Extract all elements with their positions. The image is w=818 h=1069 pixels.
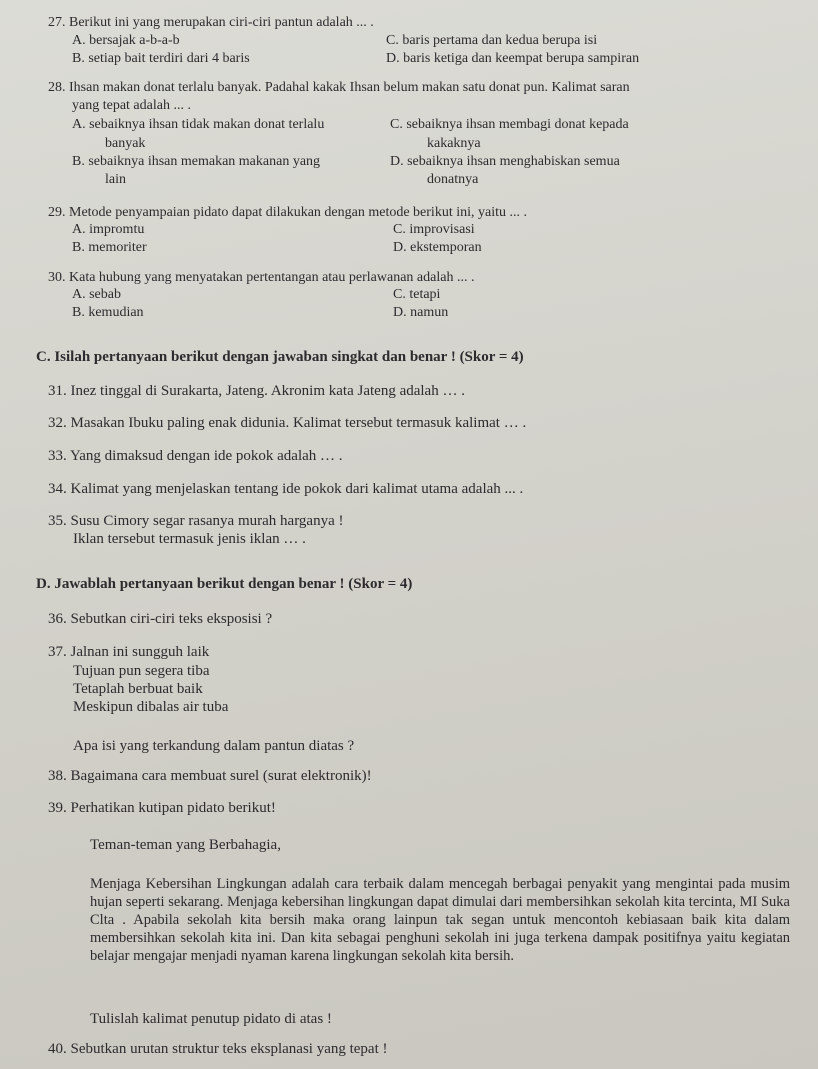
question-29-option-d: D. ekstemporan xyxy=(393,240,482,255)
question-30-option-a: A. sebab xyxy=(72,287,121,302)
question-29-option-a: A. impromtu xyxy=(72,222,145,237)
question-36: 36. Sebutkan ciri-ciri teks eksposisi ? xyxy=(48,611,273,627)
question-39-task: Tulislah kalimat penutup pidato di atas ! xyxy=(90,1011,332,1027)
question-37-pantun-line1: 37. Jalnan ini sungguh laik xyxy=(48,644,210,660)
question-27-stem: 27. Berikut ini yang merupakan ciri-ciri pantun adalah ... . xyxy=(48,15,374,30)
question-28-option-c: C. sebaiknya ihsan membagi donat kepada xyxy=(390,117,629,132)
question-32: 32. Masakan Ibuku paling enak didunia. Kalimat tersebut termasuk kalimat … . xyxy=(48,415,527,431)
question-27-option-c: C. baris pertama dan kedua berupa isi xyxy=(386,33,598,48)
question-28-option-a-cont: banyak xyxy=(105,136,146,151)
question-31: 31. Inez tinggal di Surakarta, Jateng. Akronim kata Jateng adalah … . xyxy=(48,383,465,399)
section-d-heading: D. Jawablah pertanyaan berikut dengan benar ! (Skor = 4) xyxy=(36,576,413,592)
question-39-stem: 39. Perhatikan kutipan pidato berikut! xyxy=(48,800,276,816)
question-28-option-c-cont: kakaknya xyxy=(427,136,481,151)
question-28-stem-line2: yang tepat adalah ... . xyxy=(72,98,191,113)
question-37-pantun-line2: Tujuan pun segera tiba xyxy=(73,663,210,679)
question-27-option-a: A. bersajak a-b-a-b xyxy=(72,33,180,48)
question-28-option-d: D. sebaiknya ihsan menghabiskan semua xyxy=(390,154,620,169)
question-37-prompt: Apa isi yang terkandung dalam pantun diatas ? xyxy=(73,738,355,754)
question-30-option-c: C. tetapi xyxy=(393,287,441,302)
question-35-line1: 35. Susu Cimory segar rasanya murah harganya ! xyxy=(48,513,344,529)
question-30-stem: 30. Kata hubung yang menyatakan pertentangan atau perlawanan adalah ... . xyxy=(48,270,475,285)
question-37-pantun-line4: Meskipun dibalas air tuba xyxy=(73,699,229,715)
question-27-option-b: B. setiap bait terdiri dari 4 baris xyxy=(72,51,250,66)
question-30-option-d: D. namun xyxy=(393,305,449,320)
question-28-option-b: B. sebaiknya ihsan memakan makanan yang xyxy=(72,154,321,169)
question-29-option-b: B. memoriter xyxy=(72,240,147,255)
question-29-stem: 29. Metode penyampaian pidato dapat dilakukan dengan metode berikut ini, yaitu ... . xyxy=(48,205,527,220)
question-34: 34. Kalimat yang menjelaskan tentang ide pokok dari kalimat utama adalah ... . xyxy=(48,481,524,497)
question-28-option-a: A. sebaiknya ihsan tidak makan donat terlalu xyxy=(72,117,325,132)
question-30-option-b: B. kemudian xyxy=(72,305,144,320)
speech-greeting: Teman-teman yang Berbahagia, xyxy=(90,837,281,853)
question-28-option-b-cont: lain xyxy=(105,172,126,187)
question-37-pantun-line3: Tetaplah berbuat baik xyxy=(73,681,203,697)
question-33: 33. Yang dimaksud dengan ide pokok adalah … . xyxy=(48,448,343,464)
question-29-option-c: C. improvisasi xyxy=(393,222,475,237)
speech-paragraph: Menjaga Kebersihan Lingkungan adalah cara terbaik dalam mencegah berbagai penyakit yang mengintai pada musim hujan seperti sekarang. Menjaga kebersihan lingkungan dapat dimulai dari membersihkan sekolah kita tercinta, MI Suka Clta . Apabila sekolah kita bersih maka orang lainpun tak segan untuk mencontoh kebiasaan baik kita dalam membersihkan sekolah kita ini. Dan kita sebagai penghuni sekolah ini juga terkena dampak positifnya yaitu kegiatan belajar mengajar menjadi nyaman karena lingkungan sekolah kita bersih. xyxy=(90,876,790,964)
question-27-option-d: D. baris ketiga dan keempat berupa sampiran xyxy=(386,51,640,66)
question-28-option-d-cont: donatnya xyxy=(427,172,479,187)
question-38: 38. Bagaimana cara membuat surel (surat elektronik)! xyxy=(48,768,372,784)
question-40: 40. Sebutkan urutan struktur teks eksplanasi yang tepat ! xyxy=(48,1041,388,1057)
section-c-heading: C. Isilah pertanyaan berikut dengan jawaban singkat dan benar ! (Skor = 4) xyxy=(36,349,524,365)
question-28-stem-line1: 28. Ihsan makan donat terlalu banyak. Padahal kakak Ihsan belum makan satu donat pun. Kalimat saran xyxy=(48,80,630,95)
question-35-line2: Iklan tersebut termasuk jenis iklan … . xyxy=(73,531,306,547)
